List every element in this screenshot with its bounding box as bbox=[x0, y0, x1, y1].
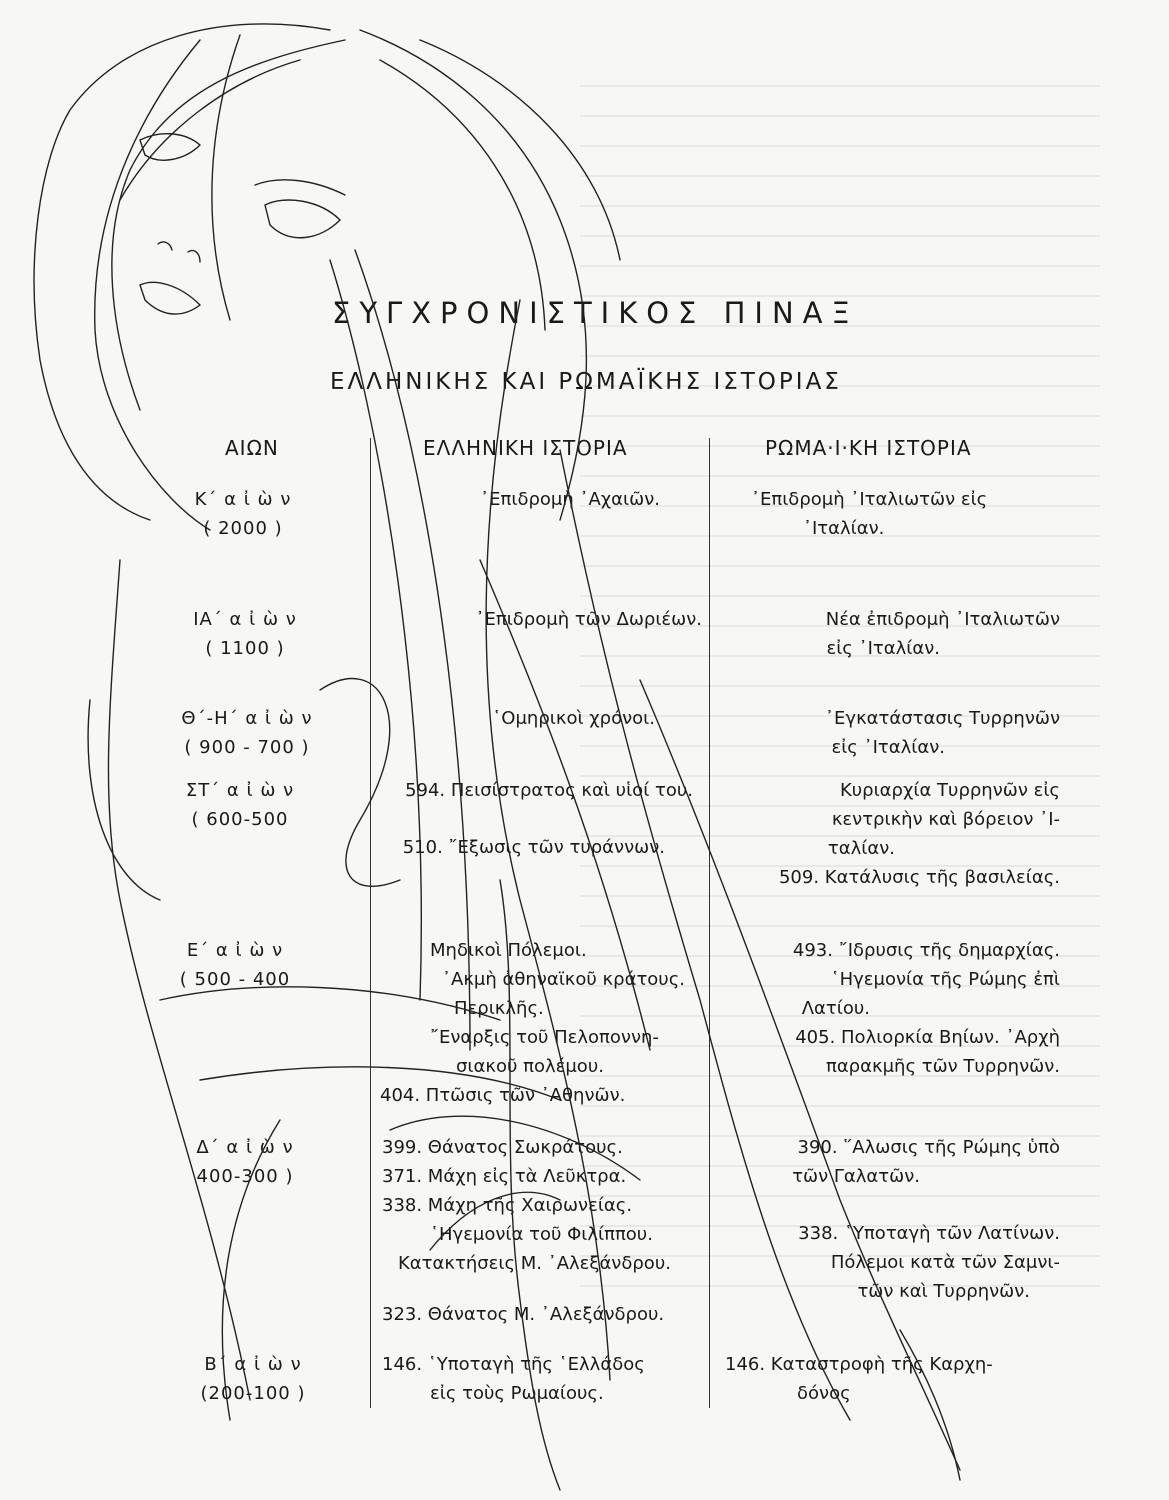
greek-event: 146. ῾Υποταγὴ τῆς ῾Ελλάδος bbox=[382, 1354, 645, 1375]
roman-event: ᾿Επιδρομὴ ᾿Ιταλιωτῶν εἰς bbox=[751, 489, 988, 510]
hair-stroke bbox=[500, 880, 560, 1490]
body-outline bbox=[390, 1116, 640, 1180]
page-subtitle: ΕΛΛΗΝΙΚΗΣ ΚΑΙ ΡΩΜΑΪΚΗΣ ΙΣΤΟΡΙΑΣ bbox=[330, 369, 842, 395]
hair-stroke bbox=[360, 30, 586, 520]
body-outline bbox=[222, 1120, 280, 1420]
hair-stroke bbox=[112, 40, 345, 410]
page-title: ΣΥΓΧΡΟΝΙΣΤΙΚΟΣ ΠΙΝΑΞ bbox=[332, 296, 859, 330]
age-label: Δ΄ α ἰ ὼ ν bbox=[196, 1137, 294, 1158]
lips-sketch bbox=[140, 282, 200, 314]
greek-event: ᾿Επιδρομὴ τῶν Δωριέων. bbox=[475, 609, 702, 630]
greek-event: 594. Πεισίστρατος καὶ υἱοί του. bbox=[405, 780, 693, 801]
greek-event: ᾿Επιδρομὴ ᾿Αχαιῶν. bbox=[480, 489, 660, 510]
roman-event: 338. ῾Υποταγὴ τῶν Λατίνων. bbox=[798, 1223, 1060, 1244]
eyebrow-sketch bbox=[255, 180, 345, 195]
roman-event: Νέα ἐπιδρομὴ ᾿Ιταλιωτῶν bbox=[825, 609, 1060, 630]
roman-event: τῶν Γαλατῶν. bbox=[792, 1166, 920, 1187]
age-years: ( 500 - 400 bbox=[179, 969, 291, 990]
roman-event: ῾Ηγεμονία τῆς Ρώμης ἐπὶ bbox=[830, 969, 1060, 990]
hair-stroke bbox=[560, 450, 850, 1420]
roman-event: 493. ῎Ιδρυσις τῆς δημαρχίας. bbox=[792, 940, 1060, 961]
nose-sketch bbox=[158, 242, 200, 262]
roman-event: ᾿Ιταλίαν. bbox=[803, 518, 885, 539]
age-label: Κ΄ α ἰ ὼ ν bbox=[194, 489, 292, 510]
body-outline bbox=[200, 1067, 560, 1100]
hair-stroke bbox=[430, 1192, 560, 1250]
age-label: Ε΄ α ἰ ὼ ν bbox=[186, 940, 284, 961]
age-years: ( 2000 ) bbox=[203, 518, 283, 539]
hair-stroke bbox=[380, 60, 545, 330]
age-years: ( 1100 ) bbox=[205, 638, 285, 659]
age-label: ΣΤ΄ α ἰ ὼ ν bbox=[185, 780, 295, 801]
greek-event: Κατακτήσεις Μ. ᾿Αλεξάνδρου. bbox=[398, 1253, 671, 1274]
header-roman-history: ΡΩΜΑ·Ι·ΚΗ ΙΣΤΟΡΙΑ bbox=[765, 436, 972, 460]
age-label: ΙΑ΄ α ἰ ὼ ν bbox=[193, 609, 297, 630]
age-years: ( 600-500 bbox=[191, 809, 289, 830]
age-years: (200-100 ) bbox=[200, 1383, 306, 1404]
greek-event: ῾Ομηρικοὶ χρόνοι. bbox=[492, 708, 655, 729]
greek-event: Περικλῆς. bbox=[454, 998, 544, 1019]
greek-event: σιακοῦ πολέμου. bbox=[456, 1056, 604, 1077]
body-outline bbox=[160, 987, 500, 1020]
eye-sketch bbox=[265, 200, 340, 238]
hair-stroke bbox=[355, 250, 470, 1050]
greek-event: 510. ῎Εξωσις τῶν τυράννων. bbox=[402, 837, 665, 858]
roman-event: ᾿Εγκατάστασις Τυρρηνῶν bbox=[825, 708, 1060, 729]
greek-event: ᾿Ακμὴ ἀθηναϊκοῦ κράτους. bbox=[442, 969, 686, 990]
roman-event: ταλίαν. bbox=[827, 838, 895, 859]
roman-event: 390. ῞Αλωσις τῆς Ρώμης ὑπὸ bbox=[797, 1137, 1060, 1158]
roman-event: Πόλεμοι κατὰ τῶν Σαμνι- bbox=[830, 1252, 1060, 1273]
hair-stroke bbox=[480, 560, 650, 1050]
greek-event: 404. Πτῶσις τῶν ᾿Αθηνῶν. bbox=[380, 1085, 626, 1106]
hair-stroke bbox=[486, 300, 610, 1380]
greek-event: εἰς τοὺς Ρωμαίους. bbox=[430, 1383, 604, 1404]
body-outline bbox=[108, 560, 250, 1400]
roman-event: 509. Κατάλυσις τῆς βασιλείας. bbox=[778, 867, 1060, 888]
roman-event: Λατίου. bbox=[801, 998, 870, 1019]
header-greek-history: ΕΛΛΗΝΙΚΗ ΙΣΤΟΡΙΑ bbox=[423, 436, 628, 460]
age-years: 400-300 ) bbox=[196, 1166, 294, 1187]
greek-event: 371. Μάχη εἰς τὰ Λεῦκτρα. bbox=[382, 1166, 627, 1187]
greek-event: 323. Θάνατος Μ. ᾿Αλεξάνδρου. bbox=[382, 1304, 665, 1325]
roman-event: δόνος bbox=[797, 1383, 851, 1404]
hair-stroke bbox=[420, 40, 620, 260]
greek-event: ῾Ηγεμονία τοῦ Φιλίππου. bbox=[430, 1224, 653, 1245]
age-label: Β΄ α ἰ ὼ ν bbox=[204, 1354, 302, 1375]
greek-event: Μηδικοὶ Πόλεμοι. bbox=[430, 940, 587, 961]
roman-event: τῶν καὶ Τυρρηνῶν. bbox=[857, 1281, 1030, 1302]
roman-event: Κυριαρχία Τυρρηνῶν εἰς bbox=[839, 780, 1060, 801]
eye-sketch bbox=[140, 134, 200, 161]
roman-event: εἰς ᾿Ιταλίαν. bbox=[831, 737, 945, 758]
header-age: ΑΙΩΝ bbox=[225, 436, 279, 460]
roman-event: κεντρικὴν καὶ βόρειον ᾿Ι- bbox=[831, 809, 1060, 830]
roman-event: 405. Πολιορκία Βηίων. ᾿Αρχὴ bbox=[795, 1027, 1060, 1048]
hair-stroke bbox=[120, 60, 300, 200]
greek-event: 399. Θάνατος Σωκράτους. bbox=[382, 1137, 623, 1158]
hair-stroke bbox=[34, 24, 330, 520]
body-outline bbox=[320, 679, 400, 887]
greek-event: 338. Μάχη τῆς Χαιρωνείας. bbox=[382, 1195, 633, 1216]
hair-stroke bbox=[330, 260, 421, 1000]
roman-event: εἰς ᾿Ιταλίαν. bbox=[826, 638, 940, 659]
roman-event: 146. Καταστροφὴ τῆς Καρχη- bbox=[725, 1354, 993, 1375]
roman-event: παρακμῆς τῶν Τυρρηνῶν. bbox=[825, 1056, 1060, 1077]
age-years: ( 900 - 700 ) bbox=[184, 737, 310, 758]
age-label: Θ΄-Η΄ α ἰ ὼ ν bbox=[181, 708, 313, 729]
body-outline bbox=[88, 700, 160, 900]
greek-event: ῎Εναρξις τοῦ Πελοποννη- bbox=[430, 1027, 659, 1048]
